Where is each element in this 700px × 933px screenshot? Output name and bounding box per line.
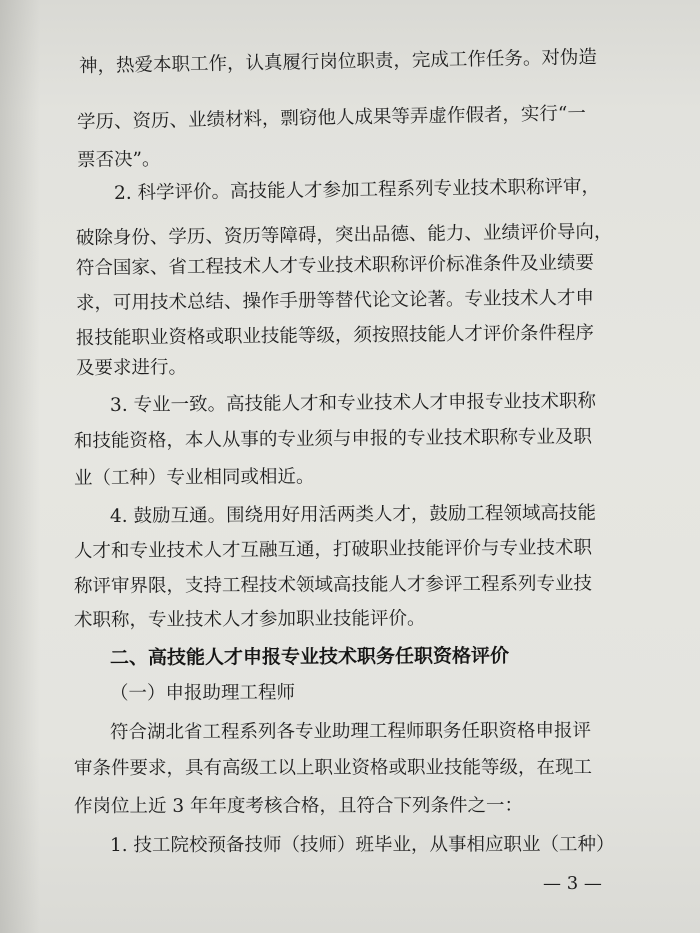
text-line: 4. 鼓励互通。围绕用好用活两类人才，鼓励工程领域高技能: [109, 502, 597, 527]
text-line: 和技能资格，本人从事的专业须与申报的专业技术职称专业及职: [73, 426, 593, 452]
section-heading: 二、高技能人才申报专业技术职务任职资格评价: [109, 644, 510, 669]
text-line: 及要求进行。: [75, 357, 188, 379]
text-line: 符合国家、省工程技术人才专业技术职称评价标准条件及业绩要: [75, 252, 595, 279]
page-edge-shadow: [0, 0, 40, 933]
text-line: 术职称，专业技术人才参加职业技能评价。: [73, 608, 426, 631]
subsection-heading: （一）申报助理工程师: [109, 682, 296, 704]
text-line: 报技能职业资格或职业技能等级，须按照技能人才评价条件程序: [75, 322, 595, 349]
text-line: 2. 科学评价。高技能人才参加工程系列专业技术职称评审，: [113, 176, 601, 204]
text-line: 神，热爱本职工作，认真履行岗位职责，完成工作任务。对伪造: [78, 46, 598, 77]
text-line: 学历、资历、业绩材料，剽窃他人成果等弄虚作假者，实行“一: [76, 103, 587, 133]
text-line: 符合湖北省工程系列各专业助理工程师职务任职资格申报评: [109, 720, 592, 743]
text-line: 破除身份、学历、资历等障碍，突出品德、能力、业绩评价导向，: [75, 221, 613, 249]
text-line: 审条件要求，具有高级工以上职业资格或职业技能等级，在现工: [73, 757, 593, 779]
text-line: 3. 专业一致。高技能人才和专业技术人才申报专业技术职称: [109, 390, 597, 416]
text-line: 称评审界限，支持工程技术领域高技能人才参评工程系列专业技: [73, 573, 593, 597]
text-line: 业（工种）专业相同或相近。: [73, 466, 315, 489]
page-number: — 3 —: [543, 873, 602, 894]
text-line: 票否决”。: [76, 148, 161, 171]
text-line: 1. 技工院校预备技师（技师）班毕业，从事相应职业（工种）: [109, 834, 615, 856]
text-line: 求，可用技术总结、操作手册等替代论文论著。专业技术人才申: [75, 287, 595, 314]
text-line: 作岗位上近 3 年年度考核合格，且符合下列条件之一：: [73, 795, 524, 817]
text-line: 人才和专业技术人才互融互通，打破职业技能评价与专业技术职: [73, 537, 593, 562]
